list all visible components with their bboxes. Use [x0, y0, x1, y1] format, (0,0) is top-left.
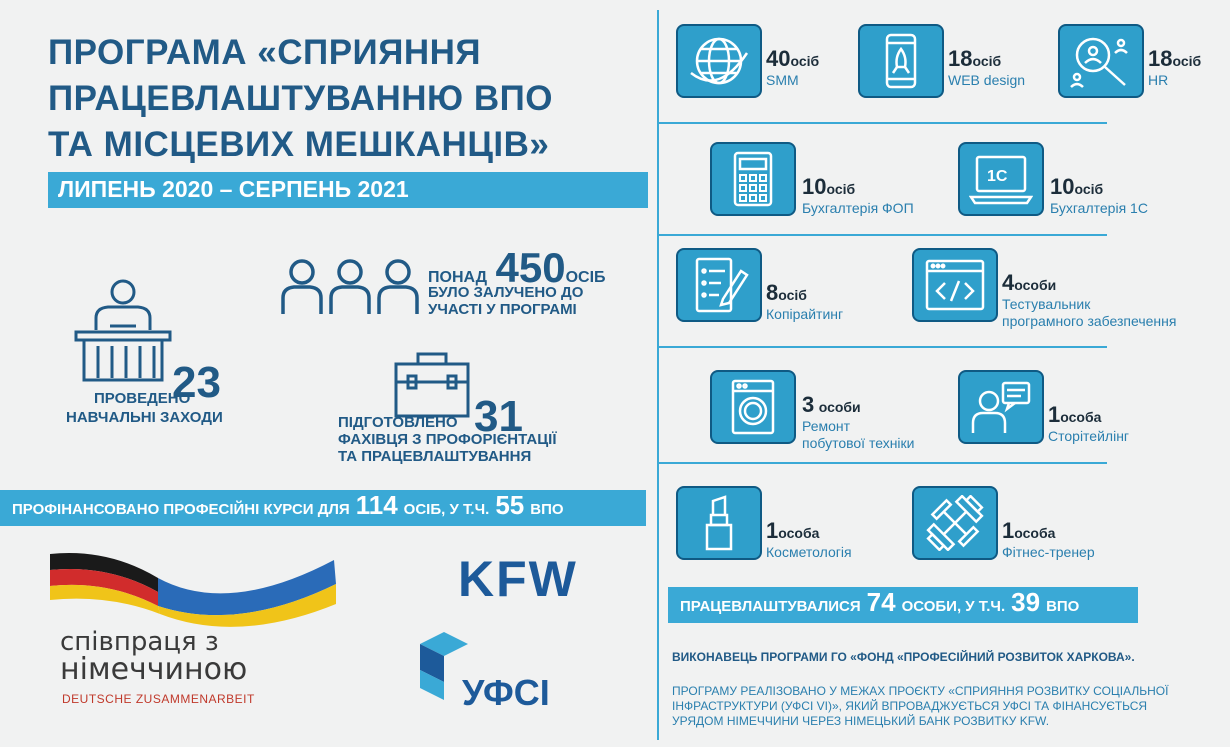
- dumbbells-icon: [923, 495, 987, 551]
- course-tile-qa: [912, 248, 998, 322]
- globe-icon: [687, 33, 751, 89]
- washing-machine-icon: [721, 379, 785, 435]
- course-accounting-fop: 10осіб Бухгалтерія ФОП: [802, 174, 914, 216]
- lipstick-icon: [687, 495, 751, 551]
- ufsi-logo-text: УФСІ: [462, 672, 550, 713]
- lecturer-icon: [74, 278, 172, 382]
- deutsche-zusammenarbeit-text: DEUTSCHE ZUSAMMENARBEIT: [62, 692, 255, 706]
- course-tile-1c: [958, 142, 1044, 216]
- people-group-icon: [280, 258, 420, 316]
- kfw-logo: KFW: [458, 551, 578, 607]
- participants-stat: ПОНАД 450ОСІБ: [428, 244, 606, 291]
- search-people-icon: [1069, 33, 1133, 89]
- course-appliance-repair: 3 особи Ремонт побутової техніки: [802, 392, 915, 451]
- trained-number: 31: [474, 392, 523, 441]
- document-pen-icon: [687, 257, 751, 313]
- events-number: 23: [172, 358, 221, 407]
- course-tile-smm: [676, 24, 762, 98]
- title-line-3: ТА МІСЦЕВИХ МЕШКАНЦІВ»: [48, 125, 550, 164]
- course-hr: 18осіб HR: [1148, 46, 1202, 88]
- course-tile-repair: [710, 370, 796, 444]
- participants-caption: БУЛО ЗАЛУЧЕНО ДО УЧАСТІ У ПРОГРАМІ: [428, 284, 584, 318]
- cooperation-logo-text: співпраця з німеччиною: [60, 627, 248, 687]
- course-software-testing: 4особи Тестувальник програмного забезпечення: [1002, 270, 1177, 329]
- executor-text: ВИКОНАВЕЦЬ ПРОГРАМИ ГО «ФОНД «ПРОФЕСІЙНИЙ РОЗВИТОК ХАРКОВА».: [672, 650, 1135, 664]
- course-fitness-trainer: 1особа Фітнес-тренер: [1002, 518, 1095, 560]
- code-window-icon: [923, 257, 987, 313]
- course-tile-fop: [710, 142, 796, 216]
- course-tile-copywriting: [676, 248, 762, 322]
- row-divider-1: [659, 122, 1107, 124]
- funding-bar: ПРОФІНАНСОВАНО ПРОФЕСІЙНІ КУРСИ ДЛЯ 114 ОСІБ, У Т.Ч. 55 ВПО: [0, 490, 646, 526]
- trained-caption: ПІДГОТОВЛЕНО ФАХІВЦЯ З ПРОФОРІЄНТАЦІЇ ТА ПРАЦЕВЛАШТУВАННЯ: [338, 414, 557, 465]
- events-label: НАВЧАЛЬНІ ЗАХОДИ: [66, 409, 223, 426]
- page-title: [48, 30, 648, 168]
- title-line-1: ПРОГРАМА «СПРИЯННЯ: [48, 33, 482, 72]
- title-line-2: ПРАЦЕВЛАШТУВАННЮ ВПО: [48, 79, 554, 118]
- speaker-icon: [969, 379, 1033, 435]
- events-prefix: ПРОВЕДЕНО: [94, 390, 191, 407]
- footnote-text: ПРОГРАМУ РЕАЛІЗОВАНО У МЕЖАХ ПРОЄКТУ «СПРИЯННЯ РОЗВИТКУ СОЦІАЛЬНОЇ ІНФРАСТРУКТУРИ (УФСІ VI)», ЯКИЙ ВПРОВАДЖУЄТЬСЯ УФСІ ТА ФІНАНСУЄТЬСЯ УРЯДОМ НІМЕЧЧИНИ ЧЕРЕЗ НІМЕЦЬКИЙ БАНК РОЗВИТКУ KFW.: [672, 684, 1169, 728]
- svg-text:1C: 1C: [987, 168, 1008, 185]
- row-divider-4: [659, 462, 1107, 464]
- course-copywriting: 8осіб Копірайтинг: [766, 280, 844, 322]
- employed-bar: ПРАЦЕВЛАШТУВАЛИСЯ 74 ОСОБИ, У Т.Ч. 39 ВПО: [668, 587, 1138, 623]
- calculator-icon: [721, 151, 785, 207]
- course-tile-fitness: [912, 486, 998, 560]
- course-smm: 40осіб SMM: [766, 46, 820, 88]
- row-divider-3: [659, 346, 1107, 348]
- row-divider-2: [659, 234, 1107, 236]
- course-tile-storytelling: [958, 370, 1044, 444]
- course-cosmetology: 1особа Косметологія: [766, 518, 852, 560]
- course-tile-web: [858, 24, 944, 98]
- vertical-divider: [657, 10, 659, 740]
- period-text: ЛИПЕНЬ 2020 – СЕРПЕНЬ 2021: [58, 176, 409, 202]
- flag-ribbon-logo: [48, 548, 338, 628]
- course-web-design: 18осіб WEB design: [948, 46, 1026, 88]
- briefcase-icon: [394, 352, 470, 418]
- course-tile-cosmetology: [676, 486, 762, 560]
- course-tile-hr: [1058, 24, 1144, 98]
- mobile-rocket-icon: [869, 33, 933, 89]
- course-storytelling: 1особа Сторітейлінг: [1048, 402, 1130, 444]
- course-accounting-1c: 10осіб Бухгалтерія 1С: [1050, 174, 1148, 216]
- laptop-1c-icon: [969, 151, 1033, 207]
